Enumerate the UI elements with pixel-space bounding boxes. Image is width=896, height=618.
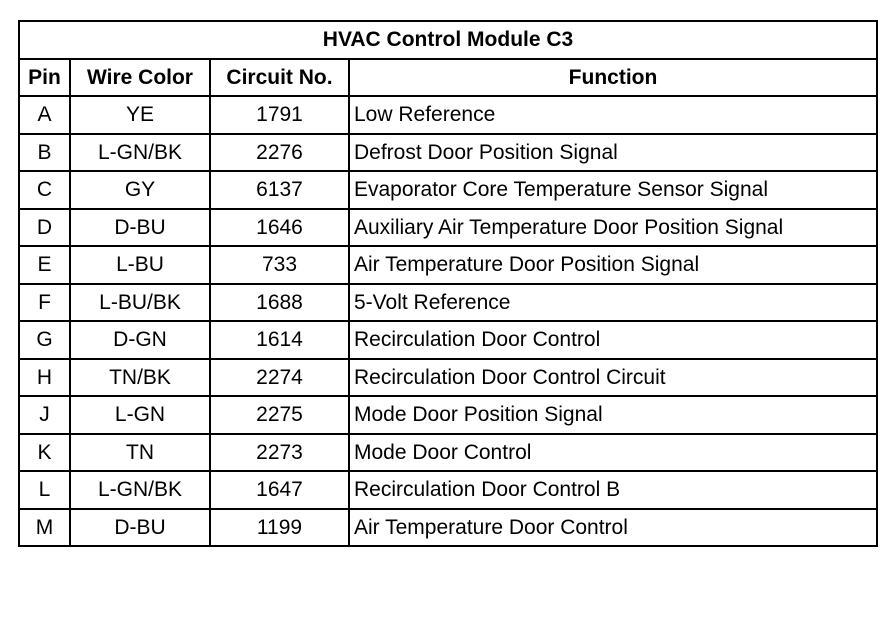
connector-pinout-table — [18, 20, 878, 547]
table-title: HVAC Control Module C3 — [19, 21, 877, 59]
cell-pin: E — [19, 246, 70, 284]
cell-pin: L — [19, 471, 70, 509]
cell-function: Low Reference — [349, 96, 877, 134]
cell-wire-color: L-BU/BK — [70, 284, 210, 322]
table-row — [19, 171, 877, 209]
cell-pin: A — [19, 96, 70, 134]
cell-wire-color: TN/BK — [70, 359, 210, 397]
cell-function: Auxiliary Air Temperature Door Position Signal — [349, 209, 877, 247]
cell-pin: M — [19, 509, 70, 547]
header-function: Function — [349, 59, 877, 97]
cell-wire-color: D-BU — [70, 509, 210, 547]
table-row — [19, 359, 877, 397]
cell-wire-color: L-GN/BK — [70, 471, 210, 509]
cell-circuit-no: 1199 — [210, 509, 349, 547]
cell-pin: D — [19, 209, 70, 247]
cell-wire-color: L-GN/BK — [70, 134, 210, 172]
cell-pin: G — [19, 321, 70, 359]
cell-wire-color: YE — [70, 96, 210, 134]
table-row — [19, 209, 877, 247]
table-row — [19, 509, 877, 547]
cell-circuit-no: 6137 — [210, 171, 349, 209]
table-row — [19, 284, 877, 322]
cell-pin: J — [19, 396, 70, 434]
table-row — [19, 434, 877, 472]
cell-circuit-no: 1646 — [210, 209, 349, 247]
cell-circuit-no: 2273 — [210, 434, 349, 472]
cell-wire-color: D-GN — [70, 321, 210, 359]
cell-function: Air Temperature Door Position Signal — [349, 246, 877, 284]
table-title-row — [19, 21, 877, 59]
cell-function: Evaporator Core Temperature Sensor Signal — [349, 171, 877, 209]
cell-function: Defrost Door Position Signal — [349, 134, 877, 172]
cell-pin: C — [19, 171, 70, 209]
cell-function: 5-Volt Reference — [349, 284, 877, 322]
cell-circuit-no: 1688 — [210, 284, 349, 322]
cell-pin: B — [19, 134, 70, 172]
cell-circuit-no: 733 — [210, 246, 349, 284]
cell-circuit-no: 1647 — [210, 471, 349, 509]
cell-function: Recirculation Door Control Circuit — [349, 359, 877, 397]
table-row — [19, 246, 877, 284]
cell-function: Recirculation Door Control B — [349, 471, 877, 509]
cell-wire-color: L-GN — [70, 396, 210, 434]
cell-function: Mode Door Position Signal — [349, 396, 877, 434]
cell-function: Air Temperature Door Control — [349, 509, 877, 547]
header-circuit-no: Circuit No. — [210, 59, 349, 97]
table-row — [19, 471, 877, 509]
cell-wire-color: D-BU — [70, 209, 210, 247]
table-row — [19, 396, 877, 434]
cell-function: Recirculation Door Control — [349, 321, 877, 359]
cell-wire-color: TN — [70, 434, 210, 472]
cell-function: Mode Door Control — [349, 434, 877, 472]
cell-circuit-no: 1614 — [210, 321, 349, 359]
cell-circuit-no: 2274 — [210, 359, 349, 397]
table-row — [19, 134, 877, 172]
header-wire-color: Wire Color — [70, 59, 210, 97]
cell-wire-color: L-BU — [70, 246, 210, 284]
table-row — [19, 321, 877, 359]
cell-circuit-no: 2276 — [210, 134, 349, 172]
cell-pin: K — [19, 434, 70, 472]
cell-circuit-no: 2275 — [210, 396, 349, 434]
cell-circuit-no: 1791 — [210, 96, 349, 134]
header-pin: Pin — [19, 59, 70, 97]
table-header-row — [19, 59, 877, 97]
table-row — [19, 96, 877, 134]
cell-wire-color: GY — [70, 171, 210, 209]
cell-pin: H — [19, 359, 70, 397]
cell-pin: F — [19, 284, 70, 322]
